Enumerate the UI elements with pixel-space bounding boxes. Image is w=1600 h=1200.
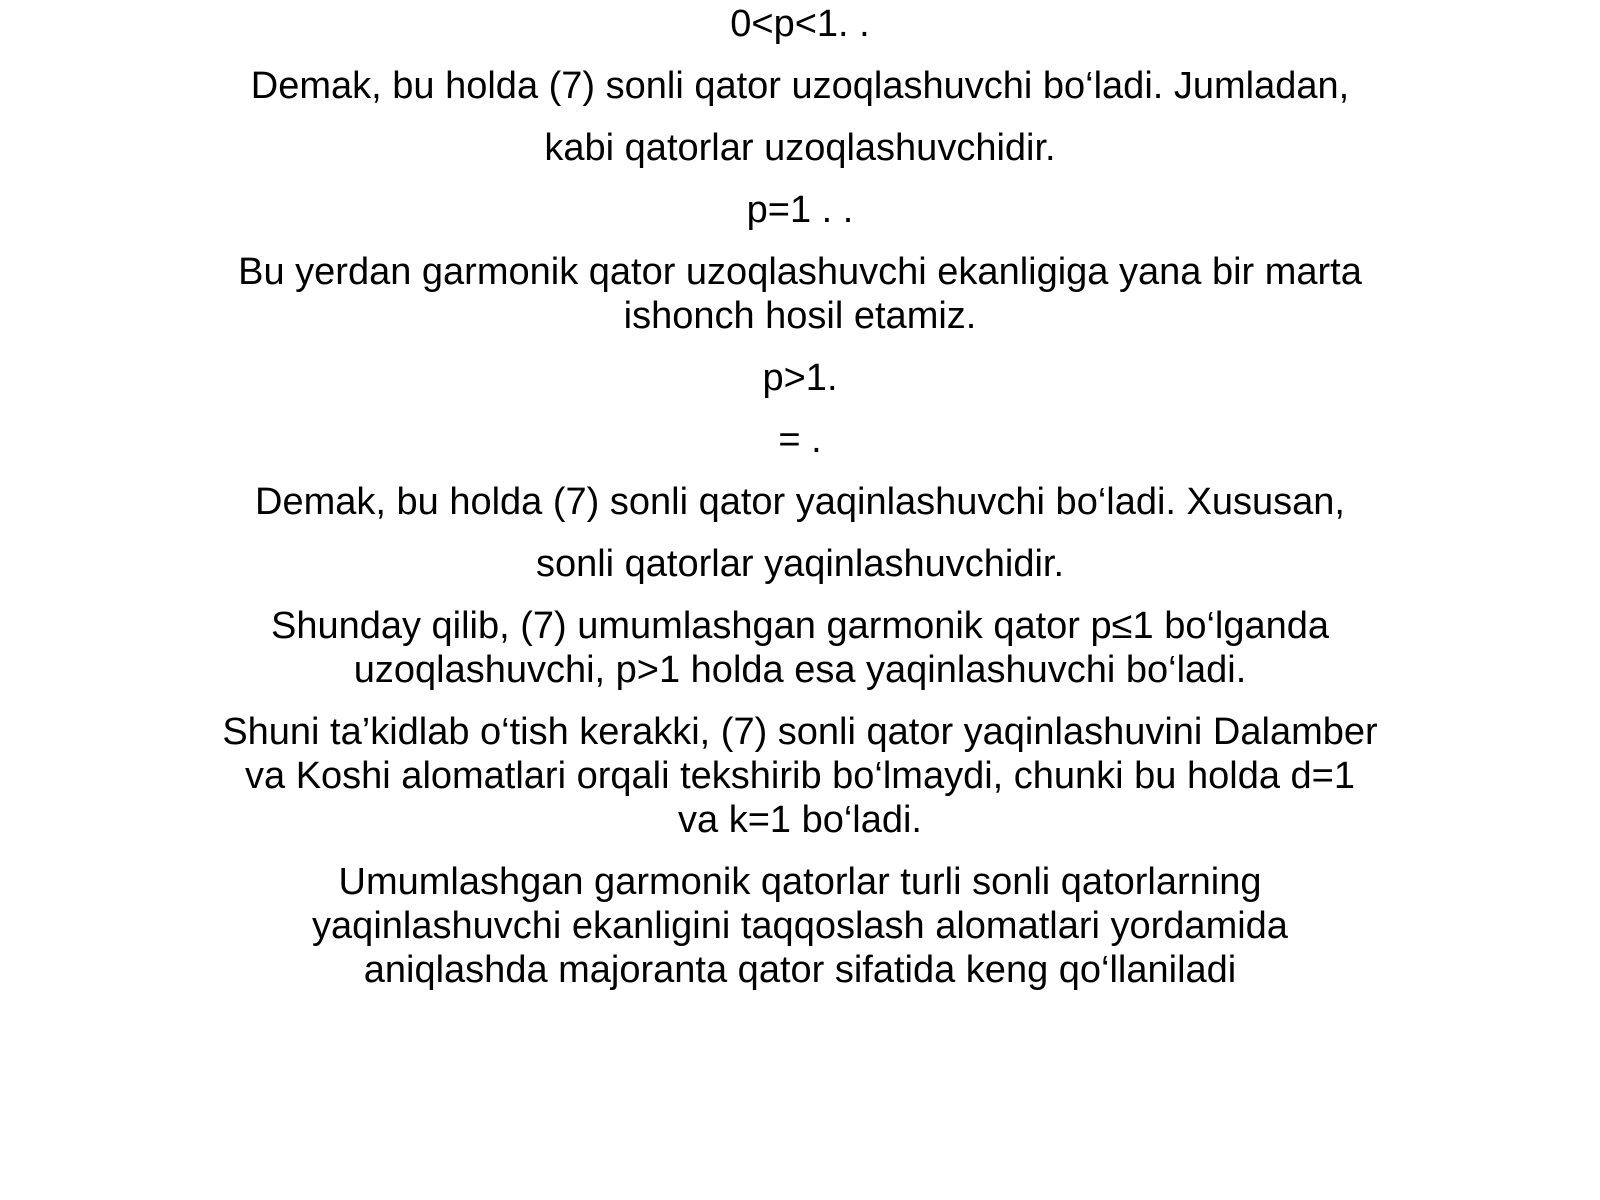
paragraph-summary: Shunday qilib, (7) umumlashgan garmonik qator p≤1 bo‘lganda uzoqlashuvchi, p>1 holda esa yaqinlashuvchi bo‘ladi. — [270, 605, 1330, 691]
paragraph-divergent-conclusion: Demak, bu holda (7) sonli qator uzoqlashuvchi bo‘ladi. Jumladan, — [250, 65, 1350, 107]
paragraph-convergent-conclusion: Demak, bu holda (7) sonli qator yaqinlashuvchi bo‘ladi. Xususan, — [255, 481, 1345, 523]
paragraph-equation: = . — [778, 419, 822, 461]
slide-text-body — [220, 2, 1380, 1010]
paragraph-harmonic-divergence: Bu yerdan garmonik qator uzoqlashuvchi ekanligiga yana bir marta ishonch hosil etamiz. — [238, 251, 1362, 337]
paragraph-application: Umumlashgan garmonik qatorlar turli sonli qatorlarning yaqinlashuvchi ekanligini taqqoslash alomatlari yordamida aniqlashda majoranta qator sifatida keng qo‘llaniladi — [312, 861, 1288, 991]
paragraph-case-p-equals-1: p=1 . . — [746, 189, 854, 231]
paragraph-remark: Shuni ta’kidlab o‘tish kerakki, (7) sonli qator yaqinlashuvini Dalamber va Koshi alomatlari orqali tekshirib bo‘lmaydi, chunki bu holda d=1 va k=1 bo‘ladi. — [222, 711, 1378, 841]
paragraph-case-p-between-0-and-1: 0<p<1. . — [730, 3, 870, 45]
paragraph-divergent-examples: kabi qatorlar uzoqlashuvchidir. — [544, 127, 1056, 169]
paragraph-case-p-greater-1: p>1. — [762, 357, 838, 399]
paragraph-convergent-examples: sonli qatorlar yaqinlashuvchidir. — [535, 543, 1065, 585]
